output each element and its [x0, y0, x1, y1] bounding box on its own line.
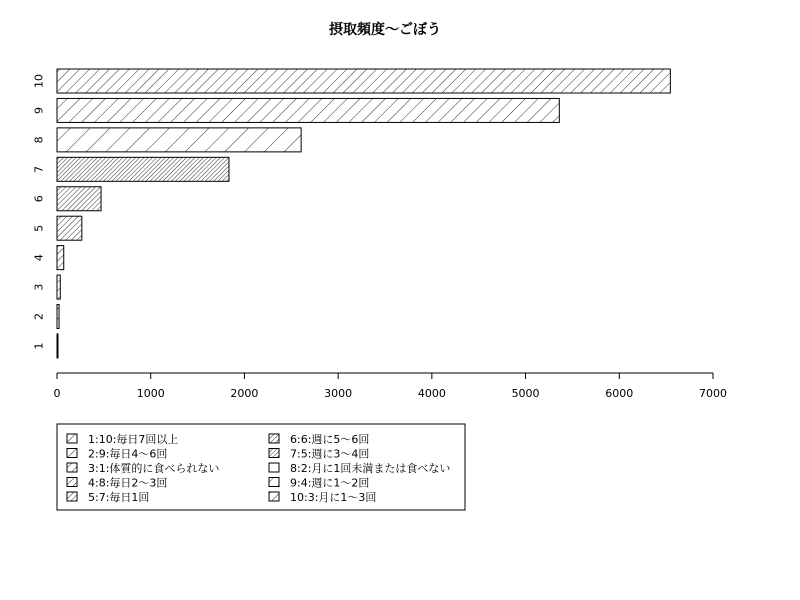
legend-label: 9:4:週に1～2回 — [290, 476, 370, 490]
legend-swatch — [67, 492, 77, 501]
y-tick-label-7: 7 — [32, 165, 46, 173]
bar-8 — [57, 128, 301, 152]
bar-5 — [57, 216, 82, 240]
y-tick-label-1: 1 — [32, 342, 46, 350]
x-tick-label: 5000 — [511, 387, 540, 400]
x-tick-label: 7000 — [699, 387, 727, 400]
legend-label: 4:8:毎日2～3回 — [88, 476, 168, 490]
bar-3 — [57, 275, 60, 299]
y-tick-label-6: 6 — [32, 195, 46, 203]
y-tick-label-10: 10 — [32, 74, 46, 88]
legend-label: 8:2:月に1回未満または食べない — [290, 462, 451, 475]
x-axis — [54, 373, 728, 400]
legend — [57, 424, 465, 510]
bar-7 — [57, 157, 229, 181]
y-tick-label-2: 2 — [32, 313, 46, 321]
legend-label: 3:1:体質的に食べられない — [88, 462, 220, 475]
y-axis — [33, 74, 46, 349]
legend-label: 1:10:毎日7回以上 — [88, 433, 179, 446]
legend-swatch — [269, 434, 279, 443]
y-tick-label-4: 4 — [32, 254, 46, 262]
x-tick-label: 1000 — [136, 387, 165, 400]
legend-label: 2:9:毎日4～6回 — [88, 447, 168, 461]
legend-swatch — [67, 434, 77, 443]
bar-10 — [57, 69, 670, 93]
legend-swatch — [67, 449, 77, 458]
legend-swatch — [269, 492, 279, 501]
legend-label: 5:7:毎日1回 — [88, 491, 150, 504]
bars — [57, 69, 670, 358]
x-tick-label: 2000 — [230, 387, 259, 400]
y-tick-label-8: 8 — [32, 136, 46, 144]
x-tick-label: 0 — [53, 387, 61, 400]
bar-9 — [57, 98, 559, 122]
bar-4 — [57, 246, 64, 270]
chart-title: 摂取頻度～ごぼう — [329, 22, 441, 38]
legend-swatch — [67, 478, 77, 487]
x-tick-label: 4000 — [417, 387, 446, 400]
bar-1 — [57, 334, 58, 358]
x-tick-label: 6000 — [605, 387, 634, 400]
y-tick-label-9: 9 — [32, 106, 46, 114]
bar-6 — [57, 187, 101, 211]
legend-swatch — [269, 463, 279, 472]
legend-label: 10:3:月に1～3回 — [290, 491, 377, 504]
y-tick-label-3: 3 — [32, 283, 46, 291]
x-tick-label: 3000 — [324, 387, 353, 400]
legend-label: 7:5:週に3～4回 — [290, 447, 370, 461]
y-tick-label-5: 5 — [32, 224, 46, 232]
legend-label: 6:6:週に5～6回 — [290, 433, 370, 446]
legend-swatch — [67, 463, 77, 472]
bar-2 — [57, 305, 59, 329]
legend-swatch — [269, 478, 279, 487]
legend-swatch — [269, 449, 279, 458]
